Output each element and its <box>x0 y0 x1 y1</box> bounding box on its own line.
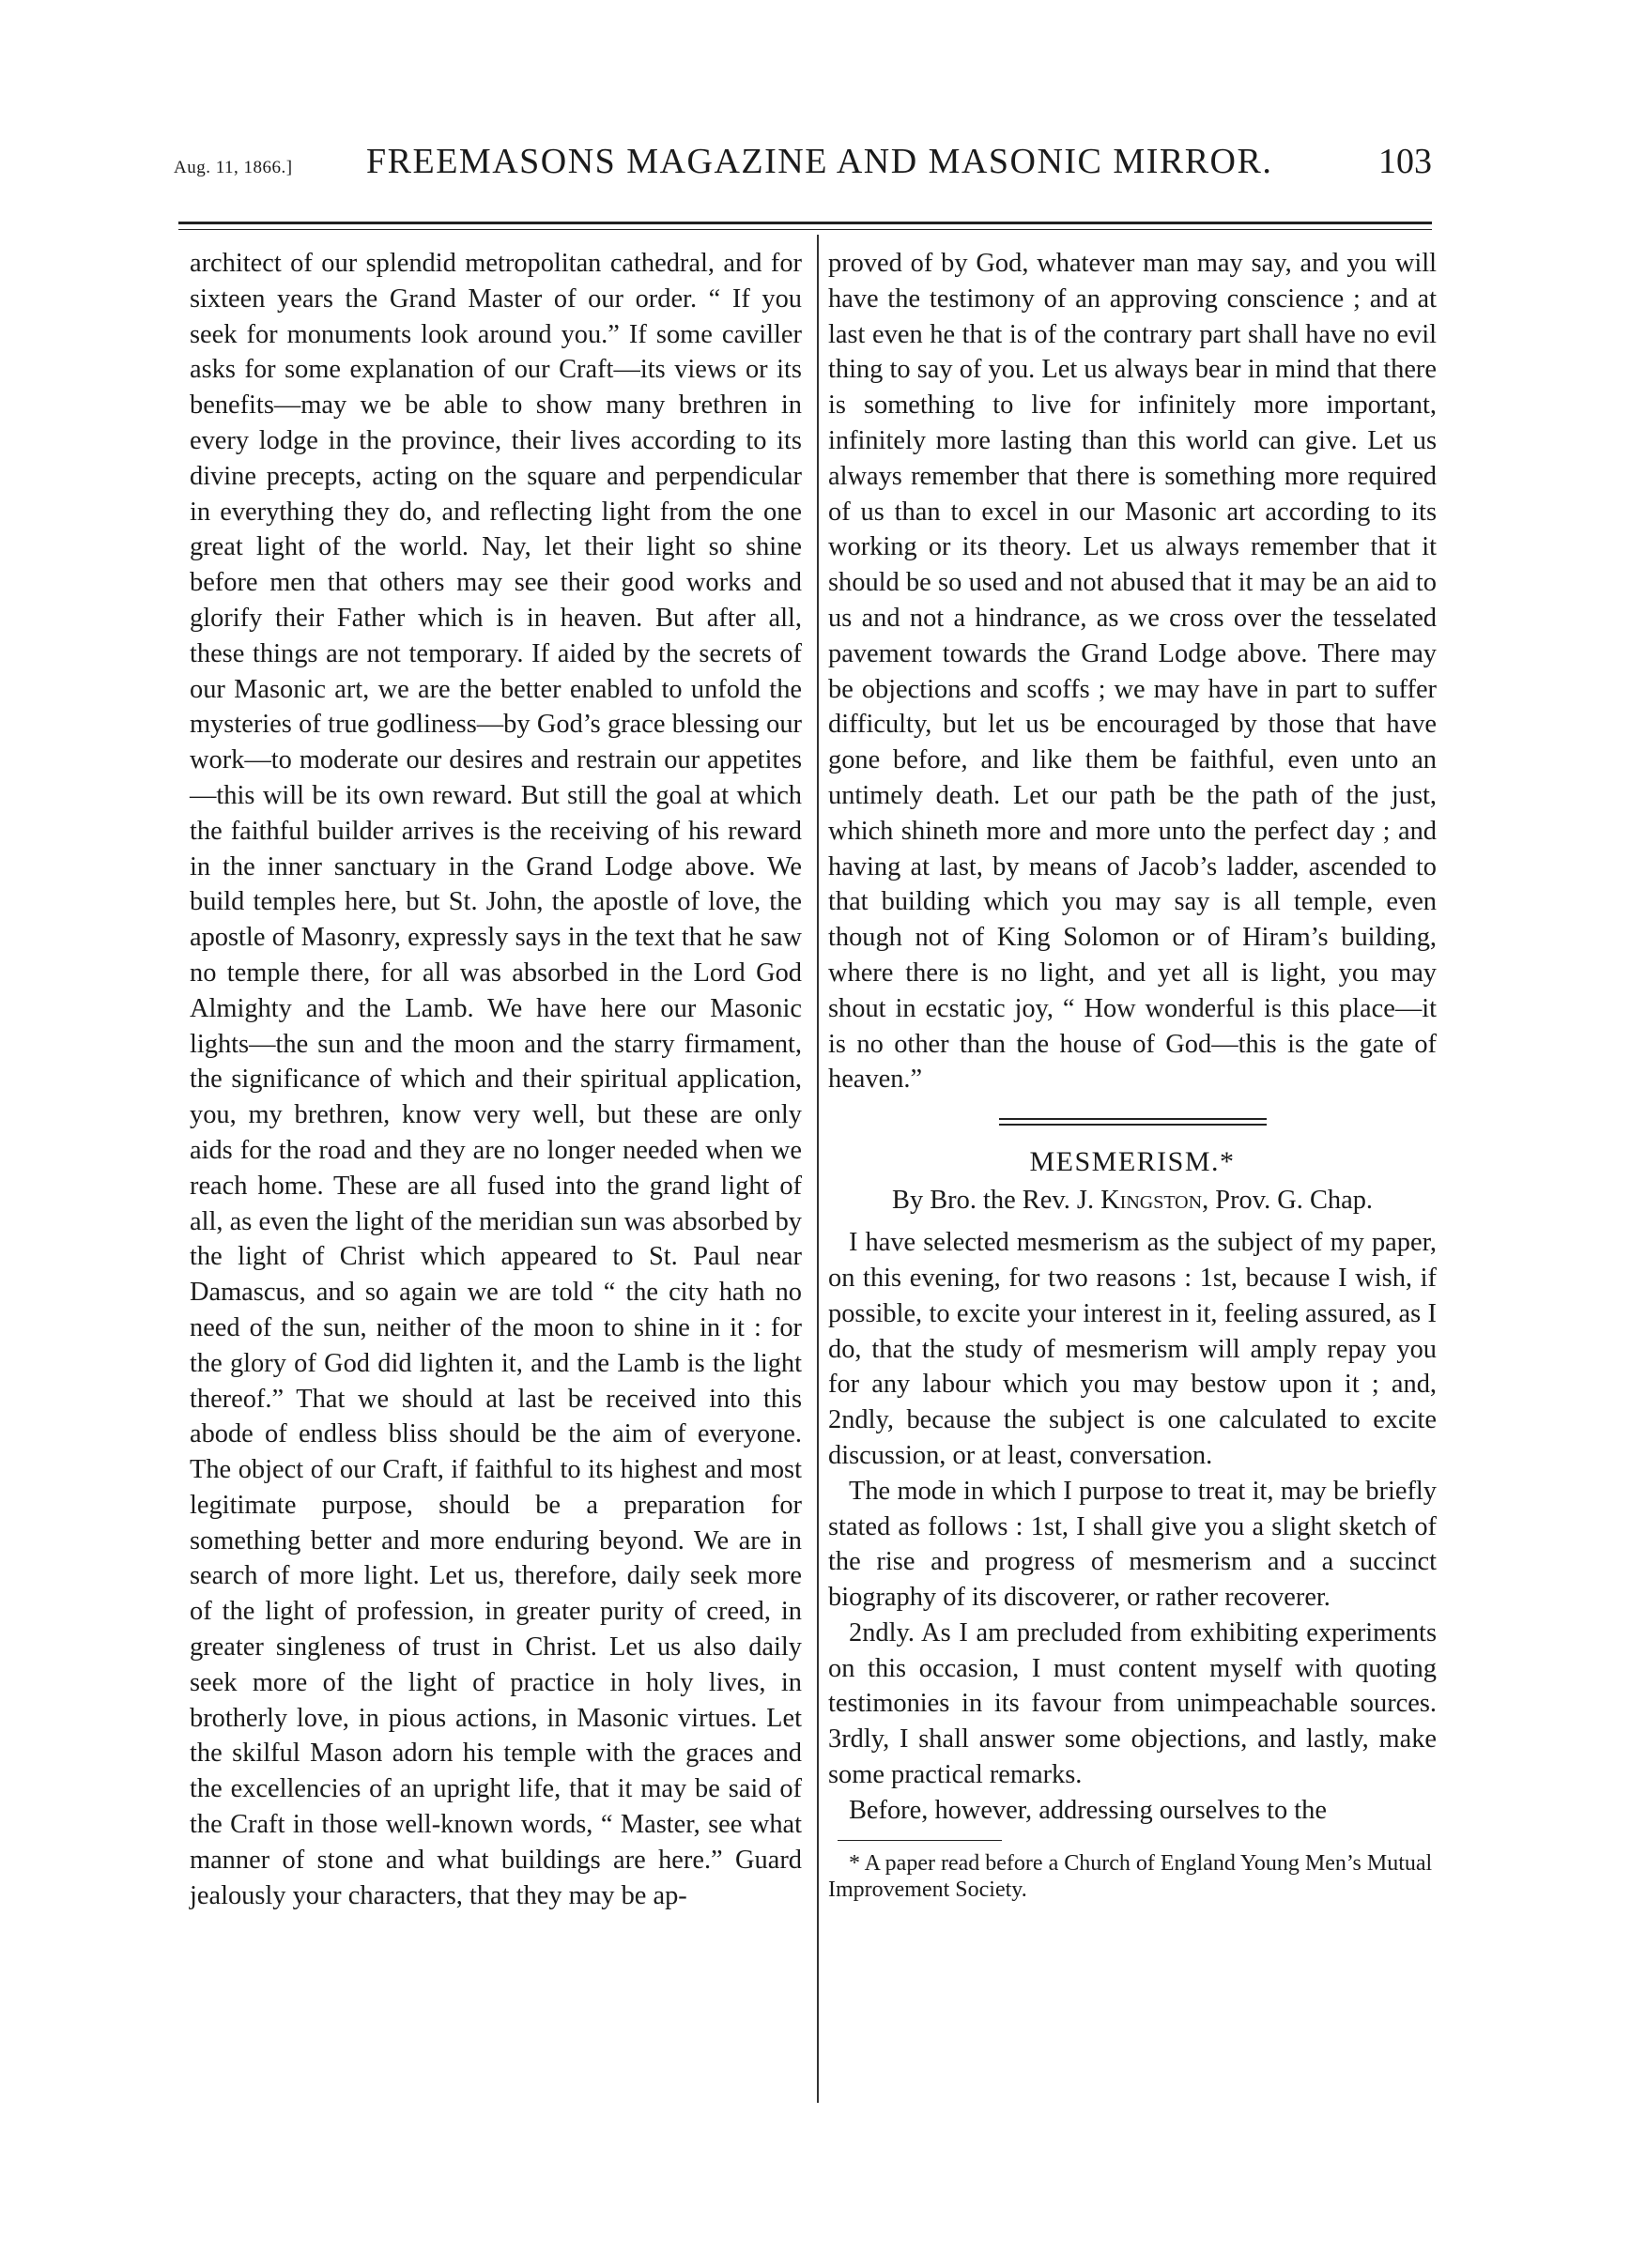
byline-suffix: , Prov. G. Chap. <box>1202 1186 1373 1216</box>
column-divider <box>817 235 819 2103</box>
left-column <box>190 246 802 1913</box>
publication-title: FREEMASONS MAGAZINE AND MASONIC MIRROR. <box>366 142 1273 181</box>
body-paragraph: architect of our splendid metropolitan cathedral, and for sixteen years the Grand Master of our order. “ If you seek for monuments look around you.” If some caviller asks for some explanation of our Craft—its views or its benefits—may we be able to show many brethren in every lodge in the province, their lives according to its divine precepts, acting on the square and perpendicular in everything they do, and reflecting light from the one great light of the world. Nay, let their light so shine before men that others may see their good works and glorify their Father which is in heaven. But after all, these things are not temporary. If aided by the secrets of our Masonic art, we are the better enabled to unfold the mysteries of true godliness—by God’s grace blessing our work—to moderate our desires and restrain our appetites—this will be its own reward. But still the goal at which the faithful builder arrives is the receiving of his reward in the inner sanctuary in the Grand Lodge above. We build temples here, but St. John, the apostle of love, the apostle of Masonry, expressly says in the text that he saw no temple there, for all was absorbed in the Lord God Almighty and the Lamb. We have here our Masonic lights—the sun and the moon and the starry firmament, the significance of which and their spiritual application, you, my brethren, know very well, but these are only aids for the road and they are no longer needed when we reach home. These are all fused into the grand light of all, as even the light of the meridian sun was absorbed by the light of Christ which appeared to St. Paul near Damascus, and so again we are told “ the city hath no need of the sun, neither of the moon to shine in it : for the glory of God did lighten it, and the Lamb is the light thereof.” That we should at last be received into this abode of endless bliss should be the aim of everyone. The object of our Craft, if faithful to its highest and most legitimate purpose, should be a preparation for something better and more enduring beyond. We are in search of more light. Let us, therefore, daily seek more of the light of profession, in greater purity of creed, in greater singleness of trust in Christ. Let us also daily seek more of the light of practice in holy lives, in brotherly love, in pious actions, in Masonic virtues. Let the skilful Mason adorn his temple with the graces and the excellencies of an upright life, that it may be said of the Craft in those well-known words, “ Master, see what manner of stone and what buildings are here.” Guard jealously your characters, that they may be ap- <box>190 249 802 1910</box>
article-paragraph: 2ndly. As I am precluded from exhibiting experiments on this occasion, I must content myself with quoting testimonies in its favour from unimpeachable sources. 3rdly, I shall answer some objections, and lastly, make some practical remarks. <box>828 1617 1437 1790</box>
article-byline <box>828 1182 1437 1219</box>
article-title: MESMERISM.* <box>1029 1146 1236 1178</box>
header-rule-thick <box>178 222 1432 224</box>
author-name: Kingston <box>1100 1186 1203 1216</box>
header-rule-thin <box>178 229 1432 230</box>
footnote-text: * A paper read before a Church of England Young Men’s Mutual Improvement Society. <box>828 1851 1433 1903</box>
page-number: 103 <box>1378 142 1432 181</box>
article-paragraph: Before, however, addressing ourselves to the <box>849 1795 1327 1825</box>
byline-prefix: By Bro. the Rev. J. <box>892 1186 1095 1216</box>
page-header <box>174 141 1432 197</box>
article-paragraph: The mode in which I purpose to treat it, may be briefly stated as follows : 1st, I shall give you a slight sketch of the rise and progress of mesmerism and a succinct biography of its discoverer, or rather recoverer. <box>828 1476 1437 1613</box>
section-separator <box>999 1118 1267 1126</box>
article-paragraph: I have selected mesmerism as the subject of my paper, on this evening, for two reasons : 1st, because I wish, if possible, to excite your interest in it, feeling assured, as I do, that the study of mesmerism will amply repay you for any labour which you may bestow upon it ; and, 2ndly, because the subject is one calculated to excite discussion, or at least, conversation. <box>828 1228 1437 1470</box>
issue-date: Aug. 11, 1866.] <box>174 158 293 177</box>
footnote <box>828 1850 1437 1903</box>
right-column <box>828 246 1437 1903</box>
body-paragraph: proved of by God, whatever man may say, and you will have the testimony of an approving conscience ; and at last even he that is of the contrary part shall have no evil thing to say of you. Let us always bear in mind that there is something to live for infinitely more important, infinitely more lasting than this world can give. Let us always remember that there is something more required of us than to excel in our Masonic art according to its working or its theory. Let us always remember that it should be so used and not abused that it may be an aid to us and not a hindrance, as we cross over the tesselated pavement towards the Grand Lodge above. There may be objections and scoffs ; we may have in part to suffer difficulty, but let us be encouraged by those that have gone before, and like them be faithful, even unto an untimely death. Let our path be the path of the just, which shineth more and more unto the perfect day ; and having at last, by means of Jacob’s ladder, ascended to that building which you may say is all temple, even though not of King Solomon or of Hiram’s building, where there is no light, and yet all is light, you may shout in ecstatic joy, “ How wonderful is this place—it is no other than the house of God—this is the gate of heaven.” <box>828 249 1437 1095</box>
footnote-rule <box>838 1840 1002 1842</box>
